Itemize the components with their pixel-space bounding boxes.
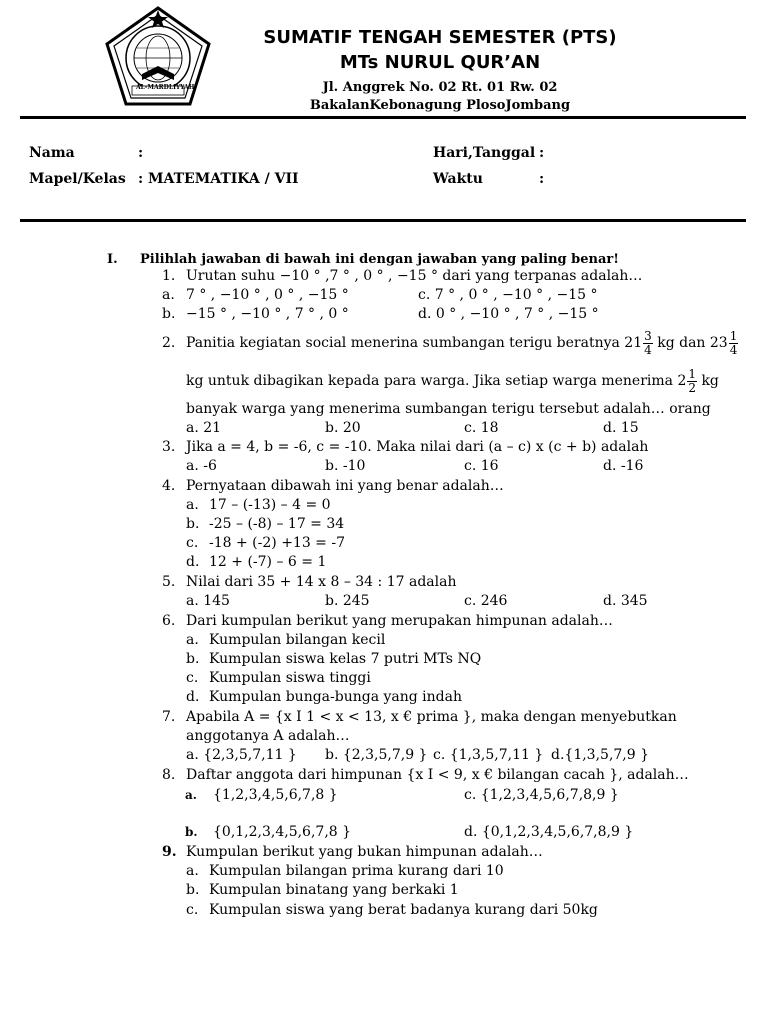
q2-text-line2 <box>186 364 719 398</box>
waktu-colon: : <box>539 171 545 187</box>
q7-text-line1: Apabila A = {x I 1 < x < 13, x € prima }, maka dengan menyebutkan <box>186 709 677 725</box>
q2-fraction-3-num: 1 <box>688 366 696 381</box>
school-name: MTs NURUL QUR’AN <box>339 52 541 73</box>
q6-option-d: Kumpulan bunga-bunga yang indah <box>209 689 463 705</box>
mapel-label: Mapel/Kelas <box>29 171 126 187</box>
q3-option-c: c. 16 <box>464 458 499 474</box>
q8-option-b-letter: b. <box>185 825 198 839</box>
q6-option-c: Kumpulan siswa tinggi <box>209 670 371 686</box>
q4-option-d-letter: d. <box>186 554 200 570</box>
q2-number: 2. <box>162 335 176 351</box>
q6-option-b-letter: b. <box>186 651 200 667</box>
q2-fraction-2-num: 1 <box>729 328 738 343</box>
q1-option-a-letter: a. <box>162 287 175 303</box>
q8-option-a: {1,2,3,4,5,6,7,8 } <box>213 787 338 803</box>
mapel-value: : MATEMATIKA / VII <box>138 171 299 187</box>
q6-option-b: Kumpulan siswa kelas 7 putri MTs NQ <box>209 651 482 667</box>
q5-option-c: c. 246 <box>464 593 508 609</box>
q2-fraction-2 <box>729 330 739 357</box>
q3-option-a: a. -6 <box>186 458 217 474</box>
q7-text-line2: anggotanya A adalah… <box>186 728 350 744</box>
q3-option-b: b. -10 <box>325 458 366 474</box>
q1-option-b: −15 ° , −10 ° , 7 ° , 0 ° <box>186 306 349 322</box>
q9-number: 9. <box>162 844 177 860</box>
nama-label: Nama <box>29 145 75 161</box>
q7-option-a: a. {2,3,5,7,11 } <box>186 747 297 763</box>
q2-option-a: a. 21 <box>186 420 222 436</box>
address-line-1: Jl. Anggrek No. 02 Rt. 01 Rw. 02 <box>322 80 558 95</box>
q7-option-d: d.{1,3,5,7,9 } <box>551 747 650 763</box>
q5-option-d: d. 345 <box>603 593 648 609</box>
q2-option-c: c. 18 <box>464 420 499 436</box>
q1-option-b-letter: b. <box>162 306 176 322</box>
q9-option-a-letter: a. <box>186 863 199 879</box>
q8-option-d: d. {0,1,2,3,4,5,6,7,8,9 } <box>464 824 634 840</box>
q4-option-c-letter: c. <box>186 535 199 551</box>
q2-text-mid: kg dan 23 <box>652 335 728 351</box>
q7-number: 7. <box>162 709 176 725</box>
q2-text-line1 <box>186 326 738 360</box>
q1-option-d: d. 0 ° , −10 ° , 7 ° , −15 ° <box>418 306 599 322</box>
q2-option-d: d. 15 <box>603 420 639 436</box>
q3-text: Jika a = 4, b = -6, c = -10. Maka nilai dari (a – c) x (c + b) adalah <box>186 439 649 455</box>
q9-option-b: Kumpulan binatang yang berkaki 1 <box>209 882 459 898</box>
q2-text-line3: banyak warga yang menerima sumbangan terigu tersebut adalah… orang <box>186 401 711 417</box>
q5-text: Nilai dari 35 + 14 x 8 – 34 : 17 adalah <box>186 574 457 590</box>
q4-option-b: -25 – (-8) – 17 = 34 <box>209 516 345 532</box>
q6-option-c-letter: c. <box>186 670 199 686</box>
q6-option-a: Kumpulan bilangan kecil <box>209 632 386 648</box>
q2-text-pre: Panitia kegiatan social menerina sumbangan terigu beratnya 21 <box>186 335 643 351</box>
q4-option-d: 12 + (-7) – 6 = 1 <box>209 554 327 570</box>
q9-option-b-letter: b. <box>186 882 200 898</box>
q5-option-a: a. 145 <box>186 593 230 609</box>
q2-fraction-1-den: 4 <box>644 342 652 357</box>
q1-option-c: c. 7 ° , 0 ° , −10 ° , −15 ° <box>418 287 598 303</box>
waktu-label: Waktu <box>433 171 483 187</box>
q8-number: 8. <box>162 767 176 783</box>
q7-option-c: c. {1,3,5,7,11 } <box>433 747 544 763</box>
address-line-2: BakalanKebonagung PlosoJombang <box>309 98 571 113</box>
q2-fraction-3 <box>687 368 697 395</box>
hari-colon: : <box>539 145 545 161</box>
q1-text: Urutan suhu −10 ° ,7 ° , 0 ° , −15 ° dari yang terpanas adalah… <box>186 268 643 284</box>
q2-text2-pre: kg untuk dibagikan kepada para warga. Jika setiap warga menerima 2 <box>186 373 687 389</box>
q4-option-c: -18 + (-2) +13 = -7 <box>209 535 346 551</box>
q2-text2-post: kg <box>697 373 719 389</box>
q8-text: Daftar anggota dari himpunan {x I < 9, x € bilangan cacah }, adalah… <box>186 767 689 783</box>
exam-title: SUMATIF TENGAH SEMESTER (PTS) <box>263 27 617 48</box>
q8-option-c: c. {1,2,3,4,5,6,7,8,9 } <box>464 787 619 803</box>
q9-option-c: Kumpulan siswa yang berat badanya kurang dari 50kg <box>209 902 598 918</box>
q4-option-a: 17 – (-13) – 4 = 0 <box>209 497 331 513</box>
q1-number: 1. <box>162 268 176 284</box>
hari-label: Hari,Tanggal <box>433 145 536 161</box>
q9-text: Kumpulan berikut yang bukan himpunan adalah… <box>186 844 543 860</box>
nama-colon: : <box>138 145 144 161</box>
q5-option-b: b. 245 <box>325 593 370 609</box>
q2-fraction-1 <box>643 330 653 357</box>
q3-option-d: d. -16 <box>603 458 644 474</box>
q6-option-a-letter: a. <box>186 632 199 648</box>
q1-option-a: 7 ° , −10 ° , 0 ° , −15 ° <box>186 287 349 303</box>
q5-number: 5. <box>162 574 176 590</box>
q4-text: Pernyataan dibawah ini yang benar adalah… <box>186 478 504 494</box>
q4-number: 4. <box>162 478 176 494</box>
q2-option-b: b. 20 <box>325 420 361 436</box>
q2-fraction-1-num: 3 <box>644 328 652 343</box>
q6-option-d-letter: d. <box>186 689 200 705</box>
identity-divider <box>20 219 746 222</box>
q6-number: 6. <box>162 613 176 629</box>
section-instruction: Pilihlah jawaban di bawah ini dengan jawaban yang paling benar! <box>140 252 619 267</box>
q4-option-b-letter: b. <box>186 516 200 532</box>
section-number: I. <box>107 252 118 267</box>
q9-option-c-letter: c. <box>186 902 199 918</box>
q7-option-b: b. {2,3,5,7,9 } <box>325 747 428 763</box>
q2-fraction-2-den: 4 <box>729 342 738 357</box>
header-divider <box>20 116 746 119</box>
q9-option-a: Kumpulan bilangan prima kurang dari 10 <box>209 863 504 879</box>
q2-fraction-3-den: 2 <box>688 380 696 395</box>
q4-option-a-letter: a. <box>186 497 199 513</box>
q8-option-a-letter: a. <box>185 788 197 802</box>
q6-text: Dari kumpulan berikut yang merupakan himpunan adalah… <box>186 613 613 629</box>
logo-text-bottom: AL-MARDLIYYAH <box>136 84 195 91</box>
q3-number: 3. <box>162 439 176 455</box>
q8-option-b: {0,1,2,3,4,5,6,7,8 } <box>213 824 352 840</box>
